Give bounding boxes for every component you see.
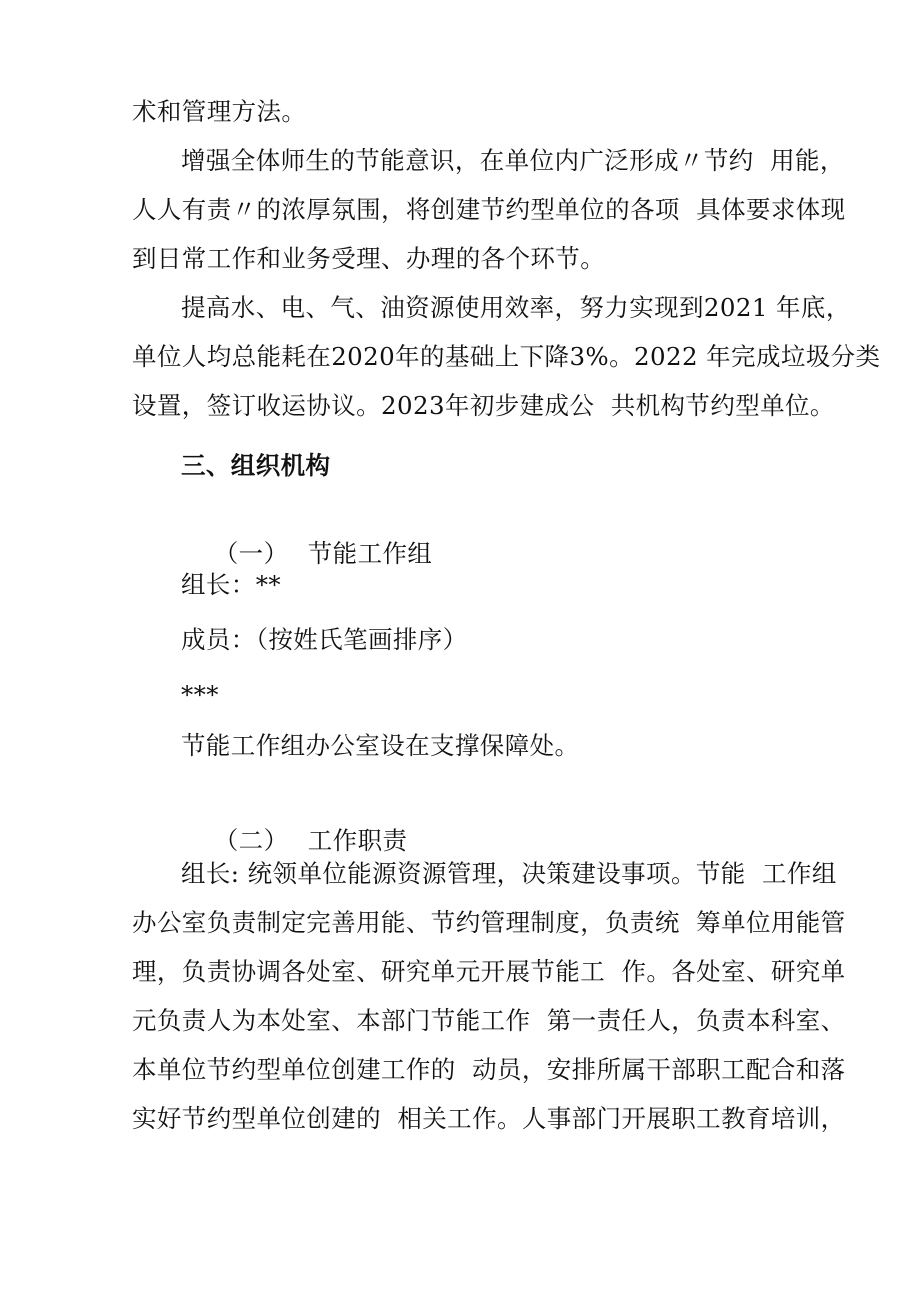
paragraph-line: 组长: 统领单位能源资源管理，决策建设事项。节能 工作组 xyxy=(181,859,837,888)
paragraph-line: 到日常工作和业务受理、办理的各个环节。 xyxy=(132,244,606,273)
paragraph-line: 设置，签订收运协议。2023年初步建成公 共机构节约型单位。 xyxy=(132,391,835,420)
subsection-title: 节能工作组 xyxy=(307,539,433,568)
paragraph-line: 办公室负责制定完善用能、节约管理制度，负责统 筹单位用能管 xyxy=(132,908,846,937)
paragraph-line: 元负责人为本处室、本部门节能工作 第一责任人，负责本科室、 xyxy=(132,1006,846,1035)
subsection-number: （一） xyxy=(213,539,289,568)
paragraph-line: 实好节约型单位创建的 相关工作。人事部门开展职工教育培训， xyxy=(132,1104,846,1133)
subsection-number: （二） xyxy=(213,826,289,855)
members-names: *** xyxy=(181,680,219,709)
subsection-title: 工作职责 xyxy=(307,826,408,855)
paragraph-line: 本单位节约型单位创建工作的 动员，安排所属干部职工配合和落 xyxy=(132,1055,846,1084)
paragraph-line: 单位人均总能耗在2020年的基础上下降3%。2022 年完成垃圾分类 xyxy=(132,342,881,371)
members-line: 成员：（按姓氏笔画排序） xyxy=(181,625,468,654)
paragraph-line: 提高水、电、气、油资源使用效率，努力实现到2021 年底， xyxy=(181,293,851,322)
leader-line: 组长：** xyxy=(181,570,281,599)
paragraph-line: 术和管理方法。 xyxy=(132,97,307,126)
office-line: 节能工作组办公室设在支撑保障处。 xyxy=(181,731,580,760)
paragraph-line: 人人有责〃的浓厚氛围，将创建节约型单位的各项 具体要求体现 xyxy=(132,195,846,224)
section-heading: 三、组织机构 xyxy=(181,451,331,480)
paragraph-line: 增强全体师生的节能意识，在单位内广泛形成〃节约 用能， xyxy=(181,146,845,175)
paragraph-line: 理，负责协调各处室、研究单元开展节能工 作。各处室、研究单 xyxy=(132,957,846,986)
